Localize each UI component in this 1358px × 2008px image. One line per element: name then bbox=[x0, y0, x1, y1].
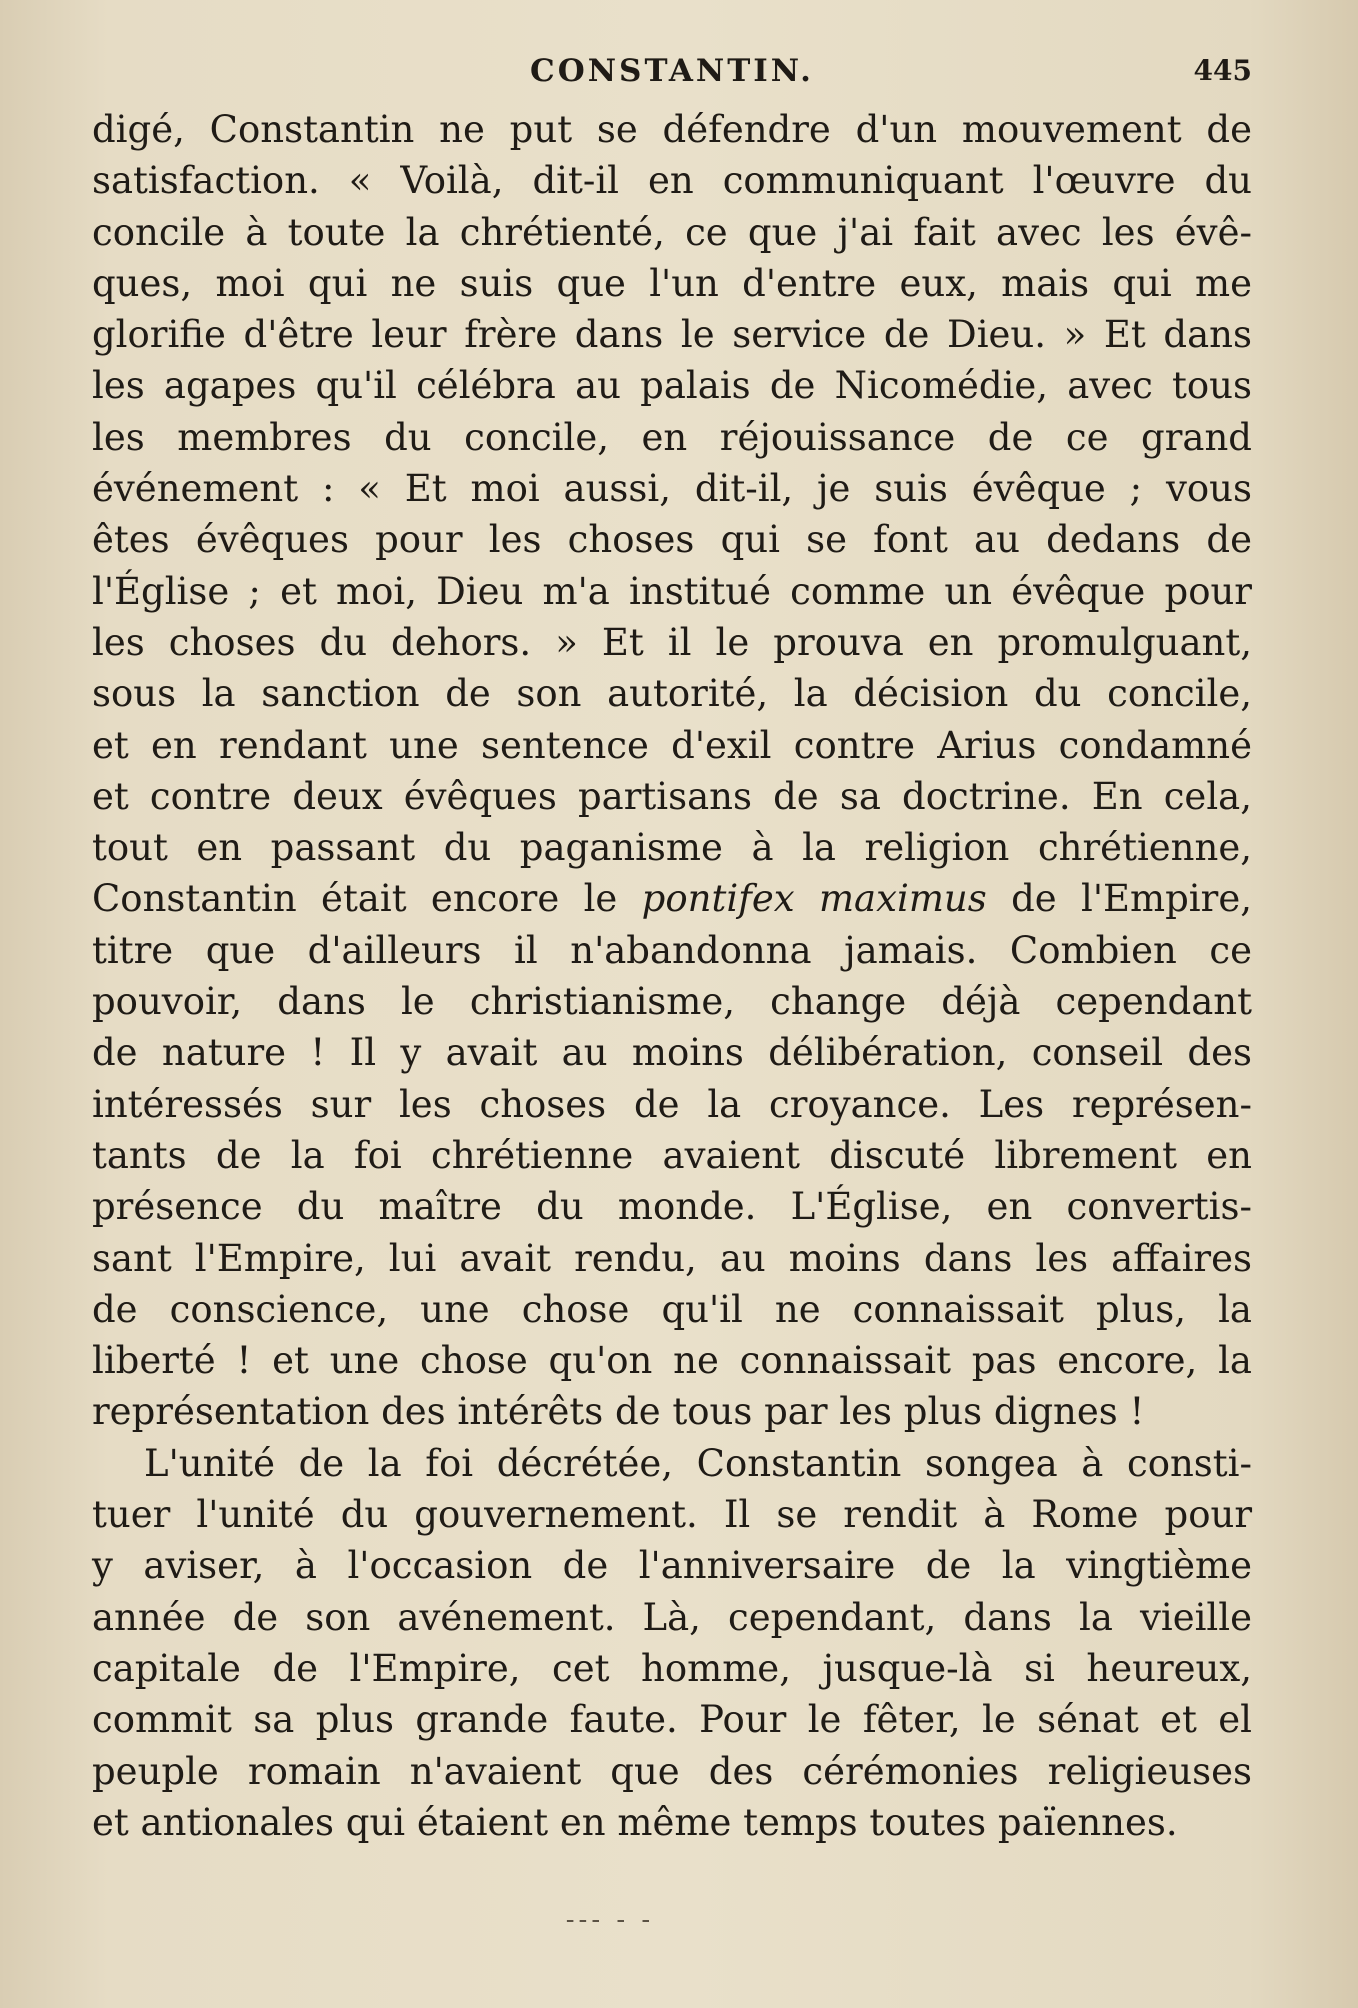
text-line: l'Église ; et moi, Dieu m'a institué comme un évêque pour bbox=[92, 569, 1252, 613]
text-line: tout en passant du paganisme à la religion chrétienne, bbox=[92, 826, 1252, 870]
text-line: satisfaction. « Voilà, dit-il en communiquant l'œuvre du bbox=[92, 159, 1252, 203]
text-line: événement : « Et moi aussi, dit-il, je suis évêque ; vous bbox=[92, 467, 1252, 511]
text-line: concile à toute la chrétienté, ce que j'ai fait avec les évê- bbox=[92, 210, 1252, 254]
text-line: et antionales qui étaient en même temps toutes païennes. bbox=[92, 1800, 1178, 1844]
paragraph-start-line: L'unité de la foi décrétée, Constantin songea à consti- bbox=[144, 1441, 1252, 1485]
text-line: intéressés sur les choses de la croyance. Les représen- bbox=[92, 1082, 1252, 1126]
text-line: liberté ! et une chose qu'on ne connaissait pas encore, la bbox=[92, 1339, 1252, 1383]
line-end: de l'Empire, bbox=[986, 877, 1252, 921]
text-line: de nature ! Il y avait au moins délibération, conseil des bbox=[92, 1031, 1252, 1075]
text-line: et contre deux évêques partisans de sa doctrine. En cela, bbox=[92, 774, 1252, 818]
text-line: êtes évêques pour les choses qui se font au dedans de bbox=[92, 518, 1252, 562]
line-start: Constantin était encore le bbox=[92, 877, 642, 921]
running-title: CONSTANTIN. bbox=[530, 53, 814, 89]
text-line: commit sa plus grande faute. Pour le fêter, le sénat et el bbox=[92, 1698, 1252, 1742]
footer-mark: --- - - bbox=[565, 1905, 655, 1935]
text-line: y aviser, à l'occasion de l'anniversaire de la vingtième bbox=[92, 1544, 1252, 1588]
running-head bbox=[92, 46, 1252, 96]
body-text bbox=[92, 104, 1252, 1848]
text-line: tuer l'unité du gouvernement. Il se rendit à Rome pour bbox=[92, 1493, 1252, 1537]
text-line: tants de la foi chrétienne avaient discuté librement en bbox=[92, 1133, 1252, 1177]
text-line: et en rendant une sentence d'exil contre Arius condamné bbox=[92, 723, 1252, 767]
italic-phrase: pontifex maximus bbox=[641, 877, 987, 921]
text-line: sous la sanction de son autorité, la décision du concile, bbox=[92, 672, 1252, 716]
text-line: capitale de l'Empire, cet homme, jusque-là si heureux, bbox=[92, 1646, 1252, 1690]
text-line-with-italic bbox=[92, 873, 1252, 924]
text-line: les agapes qu'il célébra au palais de Nicomédie, avec tous bbox=[92, 364, 1252, 408]
text-line: les membres du concile, en réjouissance de ce grand bbox=[92, 415, 1252, 459]
text-line: titre que d'ailleurs il n'abandonna jamais. Combien ce bbox=[92, 928, 1252, 972]
text-line: année de son avénement. Là, cependant, dans la vieille bbox=[92, 1595, 1252, 1639]
text-line: digé, Constantin ne put se défendre d'un mouvement de bbox=[92, 108, 1252, 151]
text-line: ques, moi qui ne suis que l'un d'entre eux, mais qui me bbox=[92, 261, 1252, 305]
text-line: pouvoir, dans le christianisme, change déjà cependant bbox=[92, 980, 1252, 1024]
text-line: les choses du dehors. » Et il le prouva en promulguant, bbox=[92, 620, 1252, 664]
text-line: de conscience, une chose qu'il ne connaissait plus, la bbox=[92, 1287, 1252, 1331]
text-line: peuple romain n'avaient que des cérémonies religieuses bbox=[92, 1749, 1252, 1793]
text-line: sant l'Empire, lui avait rendu, au moins dans les affaires bbox=[92, 1236, 1252, 1280]
text-line: glorifie d'être leur frère dans le service de Dieu. » Et dans bbox=[92, 313, 1252, 357]
page-number: 445 bbox=[1193, 54, 1252, 87]
text-line: présence du maître du monde. L'Église, en convertis- bbox=[92, 1185, 1252, 1229]
paragraph-end-line: représentation des intérêts de tous par les plus dignes ! bbox=[92, 1390, 1145, 1434]
